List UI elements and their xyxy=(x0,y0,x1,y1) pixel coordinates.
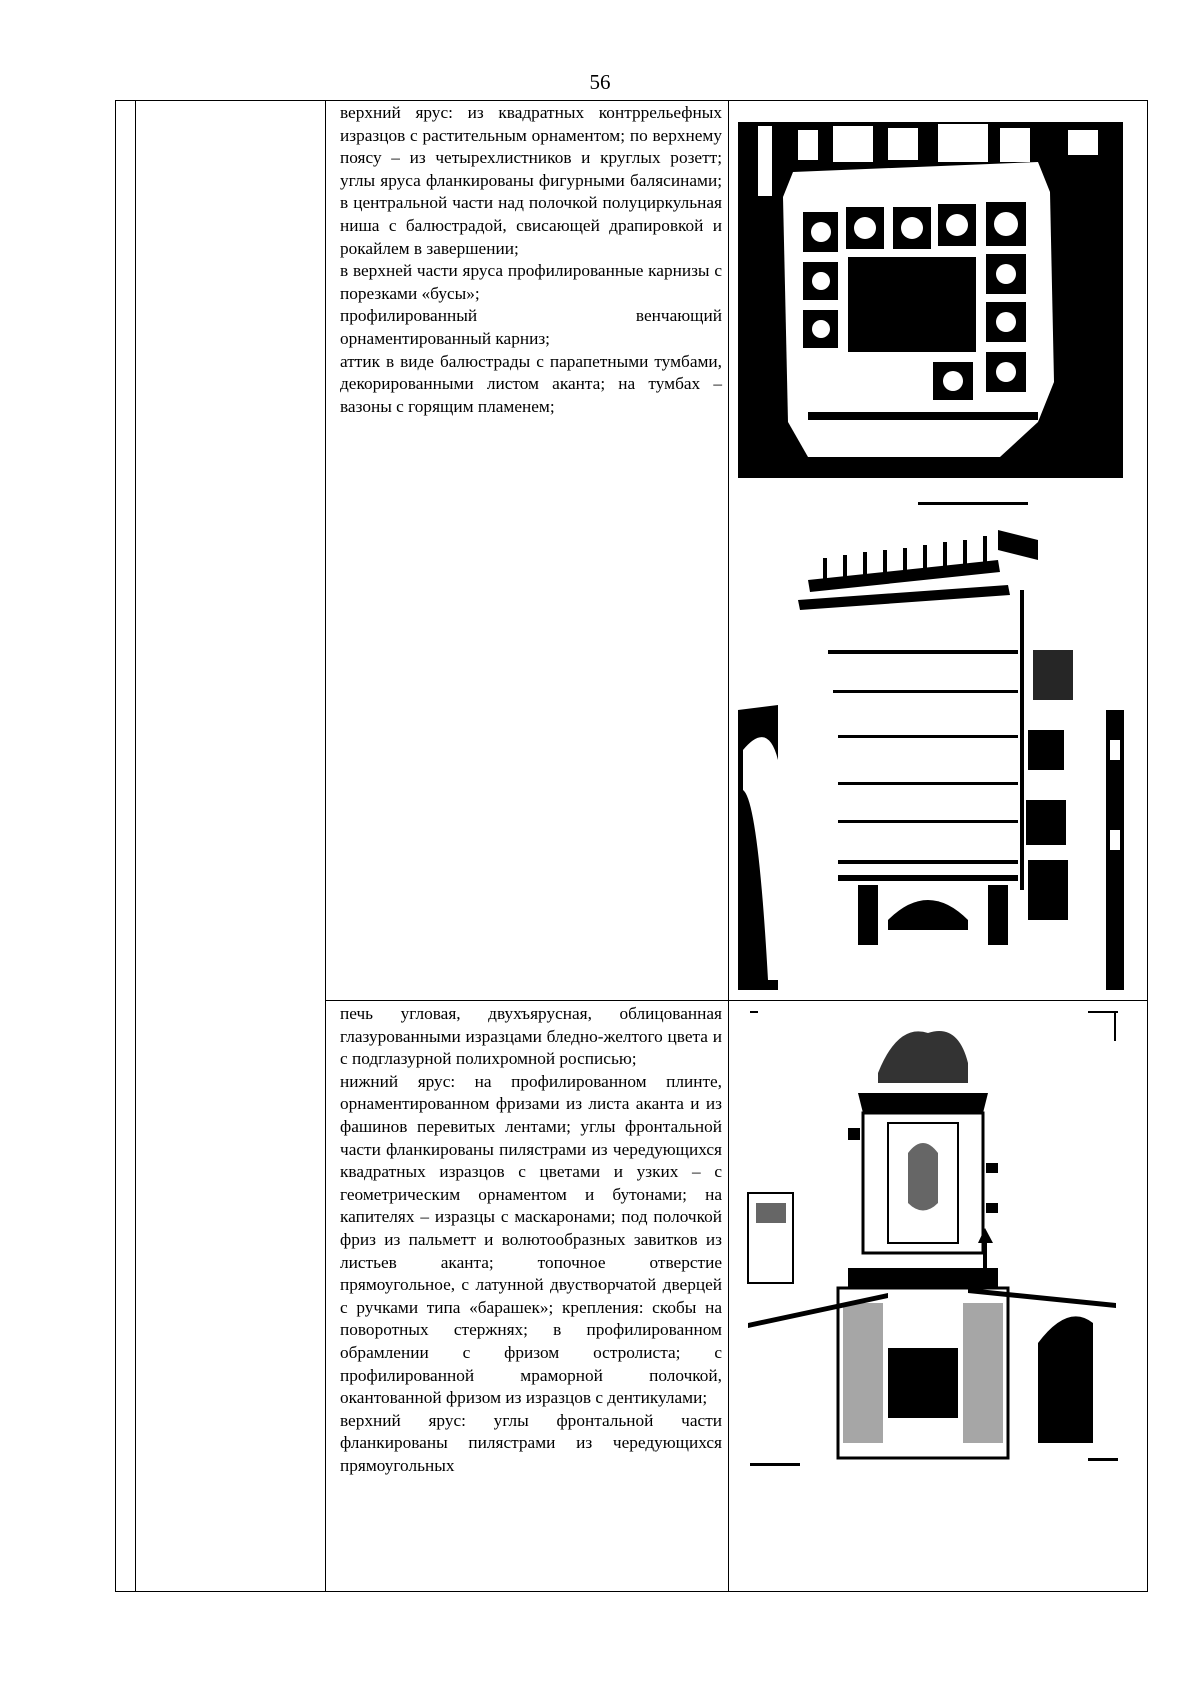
table-column-divider xyxy=(728,100,729,1592)
description-paragraph: верхний ярус: из квадратных контррельефных изразцов с растительным орнаментом; по верхнему поясу – из четырехлистников и круглых розетт; углы яруса фланкированы фигурными балясинами; в центральной части над полочкой полуциркульная ниша с балюстрадой, свисающей драпировкой и рокайлем в завершении; xyxy=(340,103,722,258)
photo-image xyxy=(738,500,1126,990)
description-paragraph: аттик в виде балюстрады с парапетными тумбами, декорированными листом аканта; на тумбах – вазоны с горящим пламенем; xyxy=(340,351,722,416)
description-paragraph: печь угловая, двухъярусная, облицованная глазурованными изразцами бледно-желтого цвета и с подглазурной полихромной росписью; xyxy=(340,1004,722,1069)
description-paragraph: верхний ярус: углы фронтальной части фланкированы пилястрами из чередующихся прямоугольных xyxy=(340,1410,722,1475)
description-paragraph: в верхней части яруса профилированные карнизы с порезками «бусы»; xyxy=(340,261,722,303)
table-column-divider xyxy=(135,100,136,1592)
description-paragraph: нижний ярус: на профилированном плинте, орнаментированном фризами из листа аканта и из фашинов перевитых лентами; углы фронтальной части фланкированы пилястрами из чередующихся квадратных изразцов с цветами и узких – с геометрическим орнаментом и бутонами; на капителях – изразцы с маскаронами; под полочкой фриз из пальметт и волютообразных завитков из листьев аканта; топочное отверстие прямоугольное, с латунной двустворчатой дверцей с ручками типа «барашек»; крепления: скобы на поворотных стержнях; в профилированном обрамлении с фризом остролиста; с профилированной мраморной полочкой, окантованной фризом из изразцов с дентикулами; xyxy=(340,1071,722,1408)
description-paragraph: профилированный венчающий орнаментированный карниз; xyxy=(340,306,722,348)
stove-lower-tier-photo xyxy=(738,122,1123,478)
corner-stove-photo xyxy=(738,1003,1126,1483)
table-row-divider xyxy=(325,1000,1148,1001)
photo-image xyxy=(738,122,1123,478)
photo-image xyxy=(738,1003,1126,1483)
description-text-bottom xyxy=(340,1003,722,1477)
description-text-top xyxy=(340,102,722,418)
page-number: 56 xyxy=(589,70,611,94)
table-column-divider xyxy=(325,100,326,1592)
stove-upper-tier-photo xyxy=(738,500,1126,990)
